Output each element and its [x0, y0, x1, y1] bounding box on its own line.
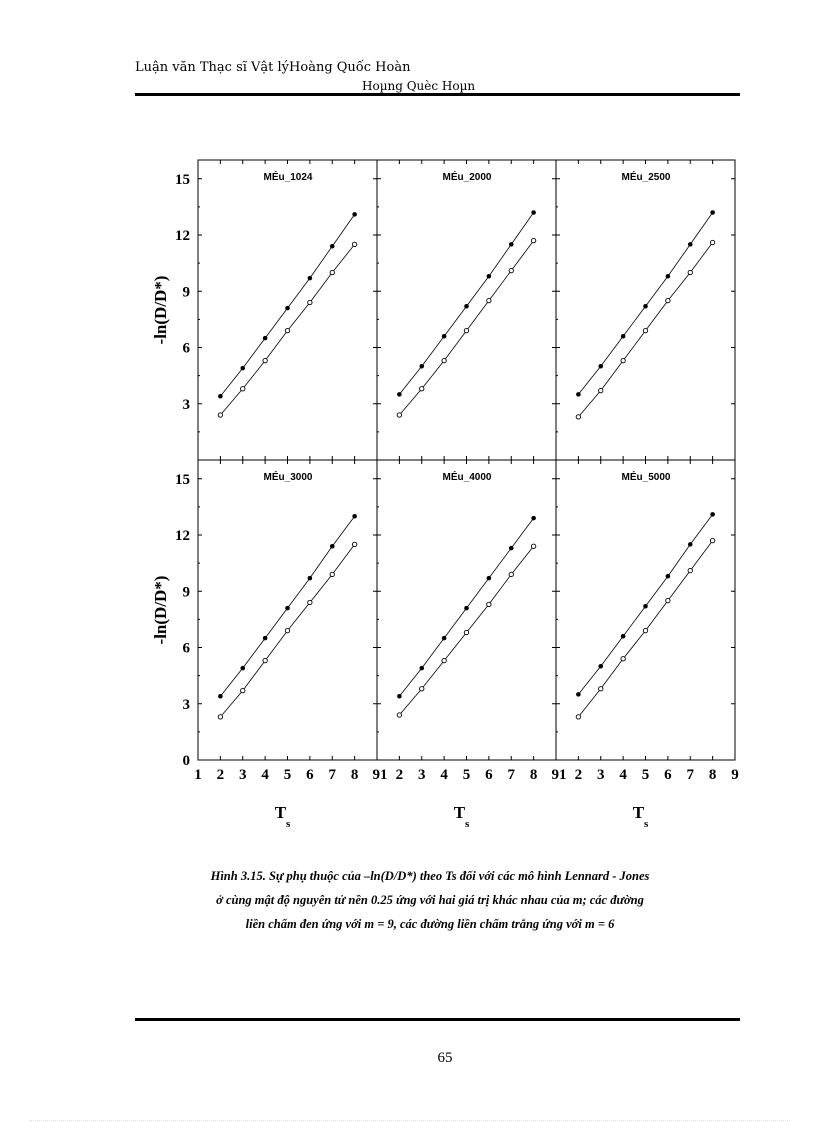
x-axis-label: $T_s$	[632, 803, 649, 830]
x-tick-label: 8	[529, 767, 538, 783]
data-point-open	[710, 240, 714, 244]
y-tick-label: 12	[175, 228, 190, 244]
data-point-filled	[688, 242, 693, 247]
y-tick-label: 6	[182, 340, 190, 357]
x-tick-label: 2	[216, 767, 225, 783]
data-point-filled	[464, 606, 469, 611]
data-point-open	[263, 658, 267, 662]
data-point-filled	[621, 334, 626, 339]
data-point-open	[710, 538, 714, 542]
footer-rule	[135, 1018, 740, 1021]
x-tick-label: 8	[708, 767, 717, 783]
data-point-open	[352, 242, 356, 246]
data-point-open	[330, 572, 334, 576]
x-tick-label: 4	[619, 767, 627, 783]
data-point-open	[643, 628, 647, 632]
data-point-open	[241, 387, 245, 391]
data-point-filled	[330, 244, 335, 249]
data-point-filled	[308, 576, 313, 581]
x-tick-label: 2	[574, 767, 583, 783]
data-point-filled	[509, 242, 514, 247]
data-point-open	[487, 602, 491, 606]
data-point-open	[352, 542, 356, 546]
data-point-open	[241, 688, 245, 692]
y-tick-label: 15	[175, 171, 190, 188]
data-point-open	[666, 598, 670, 602]
x-tick-label: 7	[686, 767, 694, 783]
x-tick-label: 91	[372, 767, 388, 783]
data-point-open	[330, 270, 334, 274]
data-point-filled	[352, 514, 357, 519]
x-tick-label: 6	[664, 767, 672, 783]
data-point-open	[688, 270, 692, 274]
data-point-open	[442, 358, 446, 362]
data-point-filled	[487, 576, 492, 581]
data-point-filled	[218, 394, 223, 399]
data-point-open	[263, 358, 267, 362]
y-tick-label: 15	[175, 471, 190, 488]
x-tick-label: 4	[440, 767, 448, 783]
data-point-open	[531, 544, 535, 548]
data-point-open	[643, 328, 647, 332]
x-tick-label: 7	[507, 767, 515, 783]
data-point-open	[218, 715, 222, 719]
data-point-open	[464, 328, 468, 332]
data-point-filled	[531, 516, 536, 521]
data-point-open	[420, 387, 424, 391]
data-point-filled	[464, 304, 469, 309]
data-point-open	[218, 413, 222, 417]
data-point-open	[308, 600, 312, 604]
data-point-open	[397, 413, 401, 417]
x-tick-label: 5	[641, 767, 650, 783]
data-point-filled	[621, 634, 626, 639]
page-bottom-dotted-line	[30, 1120, 790, 1121]
x-tick-label: 6	[485, 767, 493, 783]
data-point-filled	[308, 276, 313, 281]
y-axis-label: -ln(D/D*)	[151, 275, 170, 345]
data-point-open	[464, 630, 468, 634]
data-point-filled	[397, 392, 402, 397]
panel-title: MÉu_2500	[621, 172, 671, 183]
data-point-filled	[487, 274, 492, 279]
y-tick-label: 3	[182, 696, 190, 713]
data-point-open	[576, 415, 580, 419]
data-point-filled	[263, 636, 268, 641]
x-tick-label: 6	[306, 767, 314, 783]
data-point-open	[666, 298, 670, 302]
x-tick-label: 3	[597, 767, 605, 783]
data-point-filled	[240, 366, 245, 371]
data-point-filled	[218, 694, 223, 699]
data-point-filled	[285, 606, 290, 611]
x-axis-label: $T_s$	[453, 803, 470, 830]
data-point-open	[442, 658, 446, 662]
panel-title: MÉu_3000	[263, 472, 313, 483]
data-point-open	[420, 687, 424, 691]
x-tick-label: 3	[418, 767, 426, 783]
data-point-filled	[397, 694, 402, 699]
data-point-open	[509, 572, 513, 576]
data-point-open	[621, 657, 625, 661]
x-tick-label: 5	[283, 767, 292, 783]
panel-title: MÉu_4000	[442, 472, 492, 483]
data-point-open	[397, 713, 401, 717]
data-point-filled	[509, 546, 514, 551]
series-line	[578, 213, 712, 395]
data-point-filled	[263, 336, 268, 341]
data-point-filled	[352, 212, 357, 217]
data-point-filled	[442, 636, 447, 641]
x-axis-label: $T_s$	[274, 803, 291, 830]
data-point-filled	[442, 334, 447, 339]
series-line	[220, 214, 354, 396]
data-point-open	[509, 268, 513, 272]
data-point-filled	[285, 306, 290, 311]
data-point-open	[531, 238, 535, 242]
data-point-filled	[666, 274, 671, 279]
caption-line-2: ở cùng mật độ nguyên tử nền 0.25 ứng với hai giá trị khác nhau của m; các đường	[216, 893, 644, 907]
page-number: 65	[437, 1050, 453, 1066]
y-tick-label: 0	[182, 753, 190, 769]
running-header-author: Hoµng Quèc Hoµn	[362, 79, 476, 93]
panel-title: MÉu_5000	[621, 472, 671, 483]
data-point-filled	[643, 604, 648, 609]
data-point-filled	[330, 544, 335, 549]
y-tick-label: 6	[182, 640, 190, 657]
caption-line-1: Hình 3.15. Sự phụ thuộc của –ln(D/D*) theo Ts đối với các mô hình Lennard - Jones	[210, 869, 650, 883]
data-point-filled	[419, 666, 424, 671]
x-tick-label: 5	[462, 767, 471, 783]
data-point-filled	[240, 666, 245, 671]
running-header-title: Luận văn Thạc sĩ Vật lýHoàng Quốc Hoàn	[135, 60, 411, 75]
x-tick-label: 2	[395, 767, 404, 783]
data-point-filled	[643, 304, 648, 309]
data-point-open	[599, 687, 603, 691]
y-tick-label: 9	[182, 584, 190, 601]
y-tick-label: 12	[175, 528, 190, 544]
data-point-filled	[531, 210, 536, 215]
y-axis-label: -ln(D/D*)	[151, 575, 170, 645]
data-point-filled	[576, 392, 581, 397]
data-point-open	[621, 358, 625, 362]
data-point-open	[576, 715, 580, 719]
data-point-open	[688, 568, 692, 572]
x-tick-label: 3	[239, 767, 247, 783]
caption-line-3: liền chấm đen ứng với m = 9, các đường liền chấm trắng ứng với m = 6	[245, 917, 615, 931]
data-point-open	[599, 388, 603, 392]
data-point-filled	[419, 364, 424, 369]
data-point-open	[308, 300, 312, 304]
data-point-open	[285, 328, 289, 332]
data-point-filled	[576, 692, 581, 697]
data-point-open	[285, 628, 289, 632]
data-point-filled	[598, 664, 603, 669]
data-point-filled	[710, 512, 715, 517]
panel-title: MÉu_1024	[263, 172, 313, 183]
data-point-filled	[666, 574, 671, 579]
figure-caption	[130, 864, 730, 936]
x-tick-label: 8	[350, 767, 359, 783]
data-point-filled	[710, 210, 715, 215]
data-point-open	[487, 298, 491, 302]
series-line	[399, 213, 533, 395]
y-tick-label: 3	[182, 396, 190, 413]
y-tick-label: 9	[182, 284, 190, 301]
x-tick-label: 9	[731, 767, 739, 783]
x-tick-label: 91	[551, 767, 567, 783]
data-point-filled	[688, 542, 693, 547]
x-tick-label: 4	[261, 767, 269, 783]
x-tick-label: 7	[328, 767, 336, 783]
panel-title: MÉu_2000	[442, 172, 492, 183]
x-tick-label: 1	[194, 767, 202, 783]
data-point-filled	[598, 364, 603, 369]
